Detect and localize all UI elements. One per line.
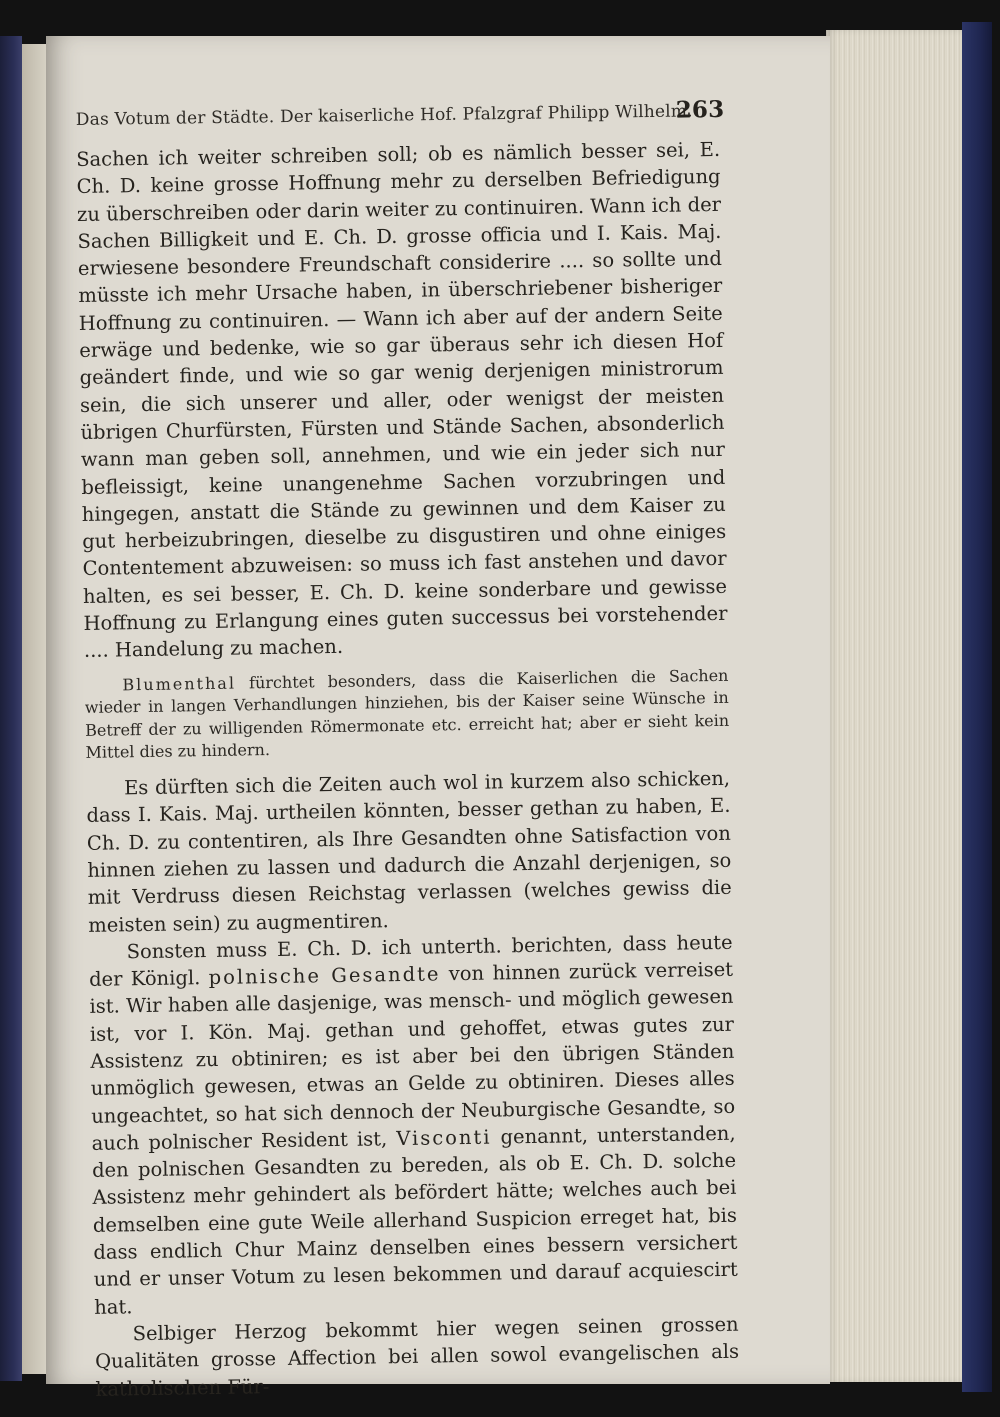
paragraph-3-part-b: von hinnen zurück verreiset ist. Wir haben alle dasjenige, was mensch- und möglich gewesen ist, vor I. Kön. Maj. gethan und gehoffet, etwas gutes zur Assistenz zu obtiniren; es ist aber bei den übrigen Ständen unmöglich gewesen, etwas an Gelde zu obtiniren. Dieses alles ungeachtet, so hat sich dennoch der Neuburgische Gesandte, so auch polnischer Resident ist, xyxy=(89,957,736,1155)
paragraph-2: Es dürften sich die Zeiten auch wol in kurzem also schicken, dass I. Kais. Maj. urtheilen könnten, besser gethan zu haben, E. Ch. D. zu contentiren, als Ihre Gesandten ohne Satisfaction von hinnen ziehen zu lassen und dadurch die Anzahl derjenigen, so mit Verdruss diesen Reichstag verlassen (welches gewiss die meisten sein) zu augmentiren. xyxy=(86,766,732,937)
paragraph-4: Selbiger Herzog bekommt hier wegen seinen grossen Qualitäten grosse Affection bei allen sowol evangelischen als katholischen Für- xyxy=(94,1312,740,1401)
note-person-name: Blumenthal xyxy=(122,673,237,694)
running-head-title: Das Votum der Städte. Der kaiserliche Hof. Pfalzgraf Philipp Wilhelm. xyxy=(75,101,693,131)
page-number: 263 xyxy=(675,95,725,124)
editor-note xyxy=(84,664,729,764)
right-cover-edge xyxy=(962,22,992,1392)
paragraph-3-part-a: Sonsten muss E. Ch. D. ich unterth. berichten, dass heute der Königl. xyxy=(88,930,733,991)
polnische-gesandte-spaced: polnische Gesandte xyxy=(208,962,441,990)
paragraph-3 xyxy=(88,929,738,1321)
left-cover-edge xyxy=(0,36,22,1381)
previous-page-edge xyxy=(22,44,47,1374)
note-text: fürchtet besonders, dass die Kaiserlichen die Sachen wieder in langen Verhandlungen hinziehen, bis der Kaiser seine Wünsche in Betreff der zu willigenden Römermonate etc. erreicht hat; aber er sieht kein Mittel dies zu hindern. xyxy=(84,665,730,763)
body-text xyxy=(76,136,740,1403)
paragraph-3-part-c: genannt, unterstanden, den polnischen Gesandten zu bereden, als ob E. Ch. D. solche Assistenz mehr gehindert als befördert hätte; welches auch bei demselben eine gute Weile allerhand Suspicion erreget hat, bis dass endlich Chur Mainz denselben eines bessern versichert und er unser Votum zu lesen bekommen und darauf acquiescirt hat. xyxy=(91,1121,738,1319)
visconti-spaced: Visconti xyxy=(396,1125,492,1150)
paragraph-1: Sachen ich weiter schreiben soll; ob es nämlich besser sei, E. Ch. D. keine grosse Hoffnung mehr zu derselben Befriedigung zu überschreiben oder darin weiter zu continuiren. Wann ich der Sachen Billigkeit und E. Ch. D. grosse officia und I. Kais. Maj. erwiesene besondere Freundschaft considerire .... so sollte und müsste ich mehr Ursache haben, in überschriebener bisheriger Hoffnung zu continuiren. — Wann ich aber auf der andern Seite erwäge und bedenke, wie so gar überaus sehr ich diesen Hof geändert finde, und wie so gar wenig derjenigen ministrorum sein, die sich unserer und aller, oder wenigst der meisten übrigen Churfürsten, Fürsten und Stände Sachen, absonderlich wann man geben soll, annehmen, und wie ein jeder sich nur befleissigt, keine unangenehme Sachen vorzubringen und hingegen, anstatt die Stände zu gewinnen und dem Kaiser zu gut herbeizubringen, dieselbe zu disgustiren und ohne einiges Contentement abzuweisen: so muss ich fast anstehen und davor halten, es sei besser, E. Ch. D. keine sonderbare und gewisse Hoffnung zu Erlangung eines guten successus bei vorstehender .... Handelung zu machen. xyxy=(76,137,728,663)
page-stack-edge xyxy=(826,30,966,1382)
